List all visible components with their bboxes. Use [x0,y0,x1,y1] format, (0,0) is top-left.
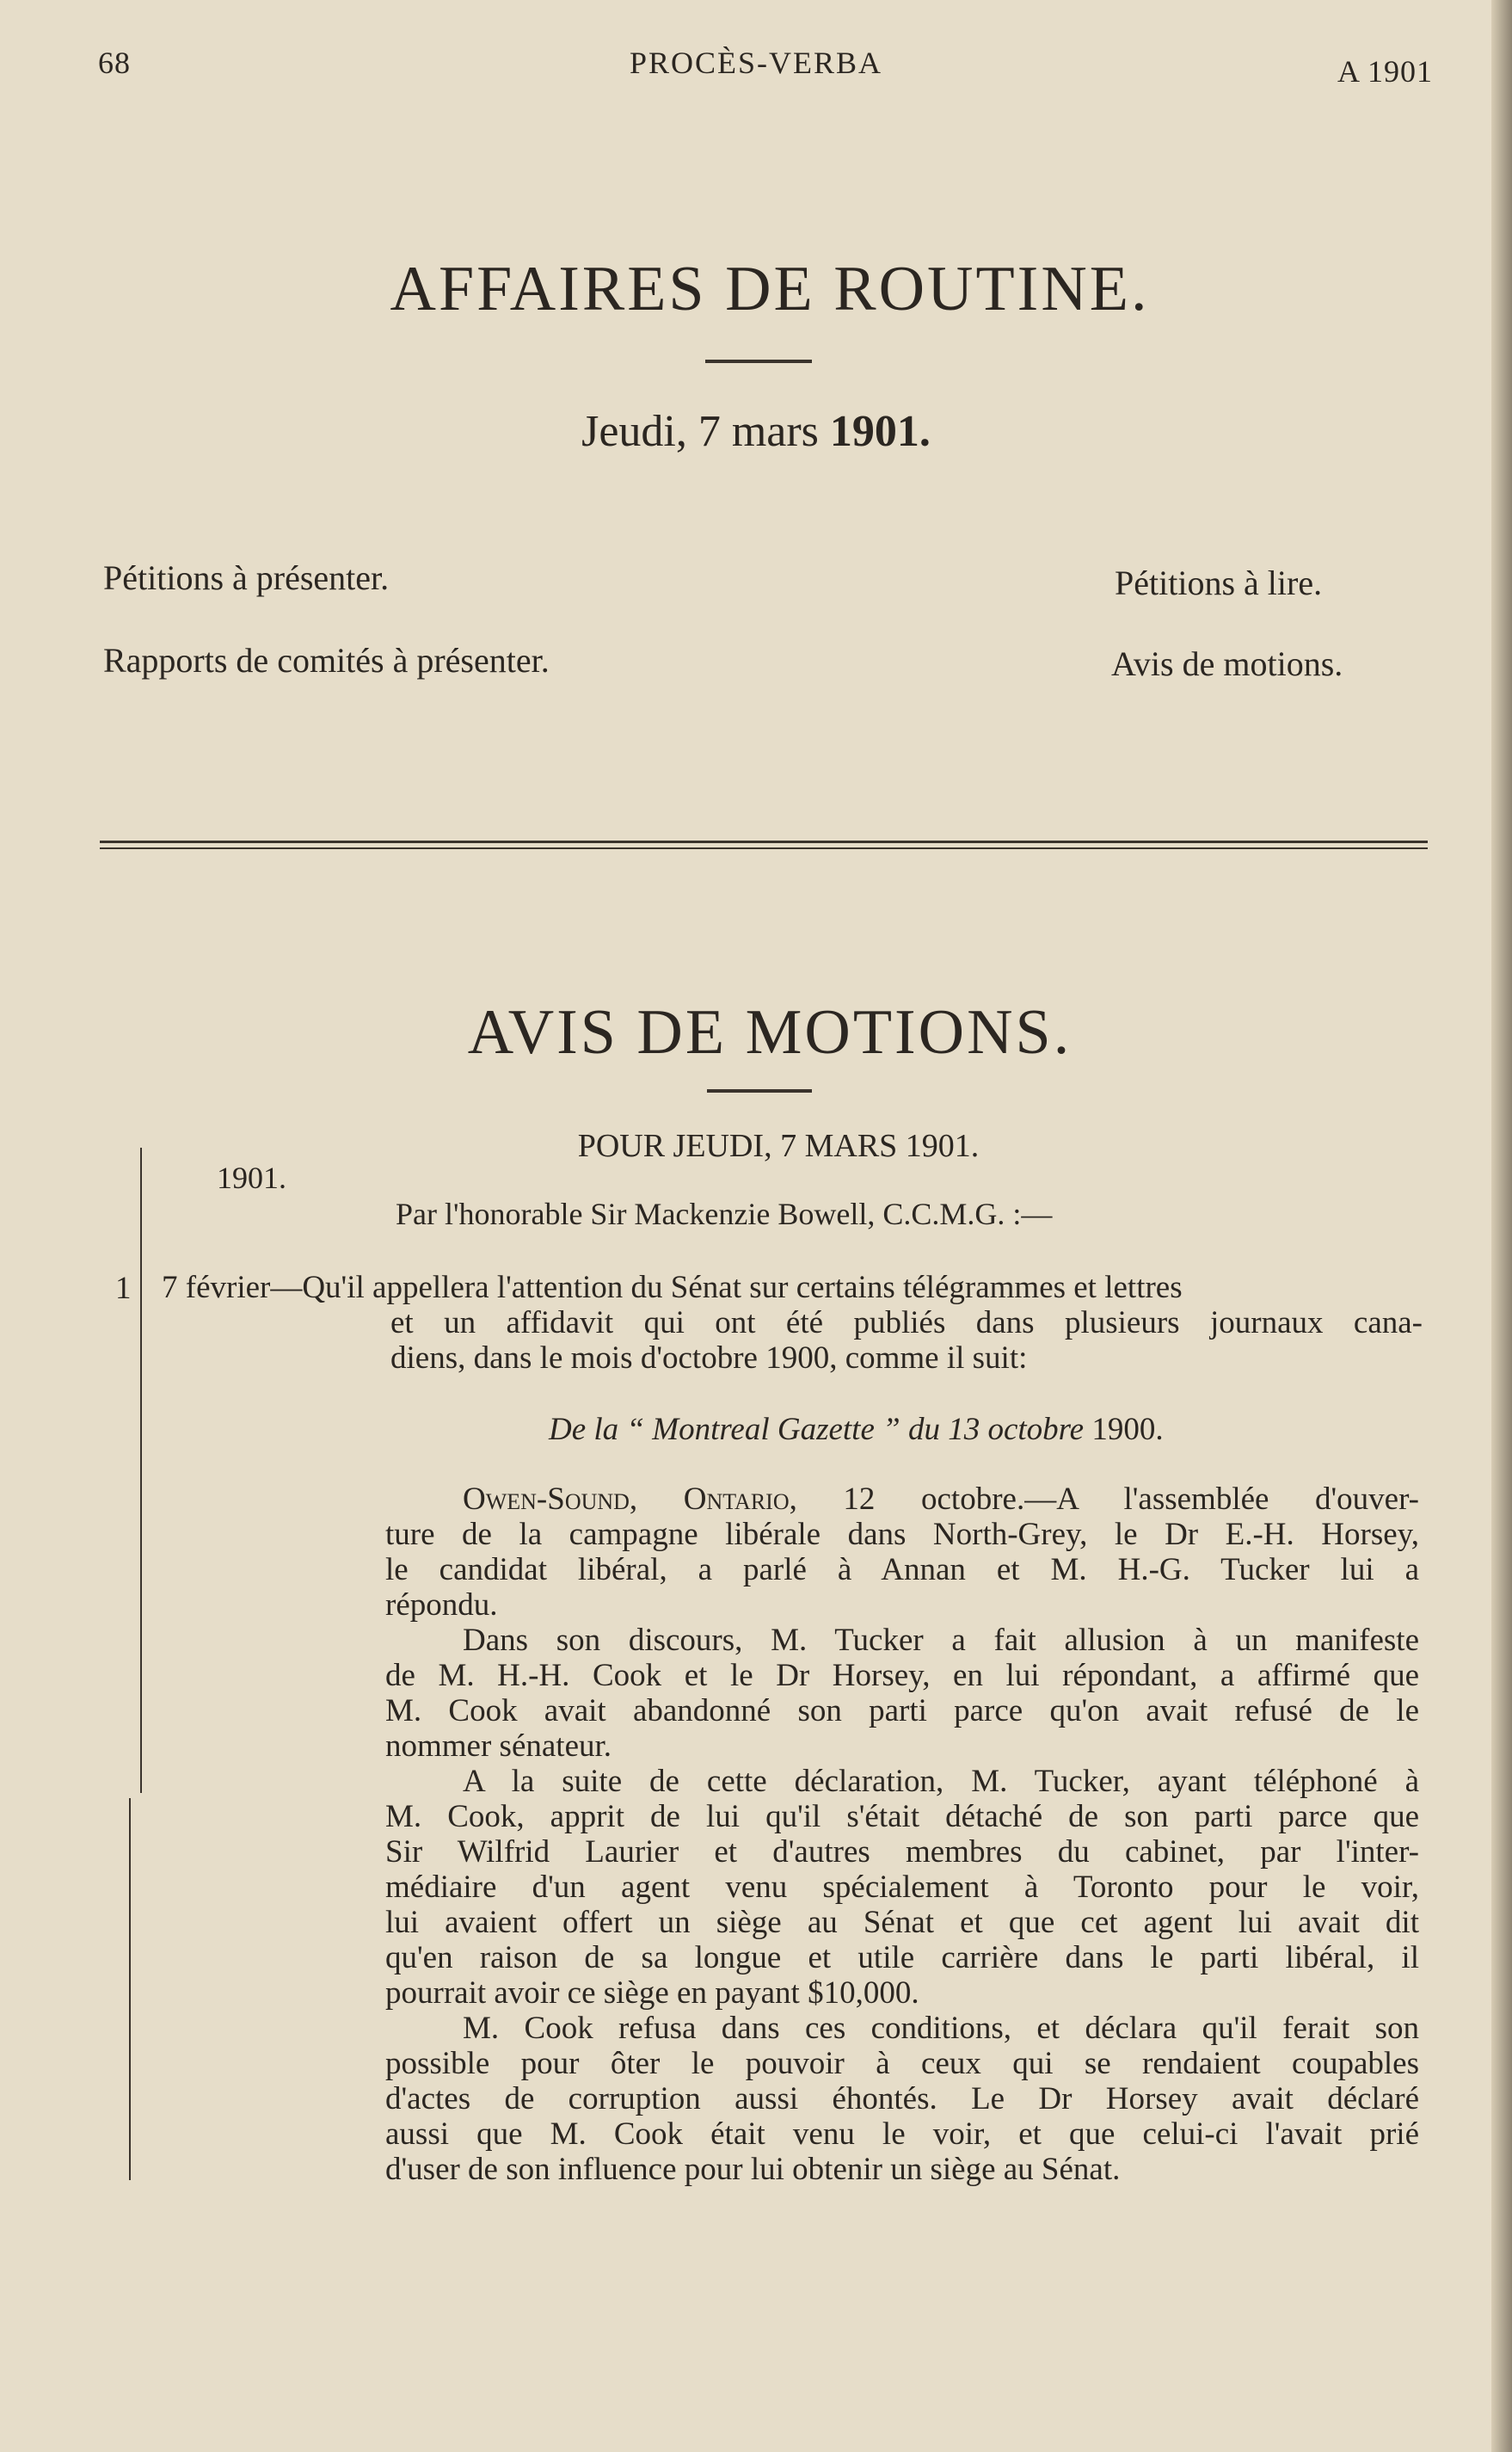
article-line: M. Cook avait abandonné son parti parce qu'on avait refusé de le [385,1693,1419,1728]
article-line: M. Cook refusa dans ces conditions, et déclara qu'il ferait son [463,2011,1419,2046]
article-line: aussi que M. Cook était venu le voir, et que celui-ci l'avait prié [385,2116,1419,2152]
running-title: PROCÈS-VERBA [629,46,883,80]
article-line: ture de la campagne libérale dans North-Grey, le Dr E.-H. Horsey, [385,1517,1419,1552]
motion-text [162,1270,1422,1305]
margin-year: 1901. [217,1161,286,1195]
article-line: lui avaient offert un siège au Sénat et que cet agent lui avait dit [385,1905,1419,1940]
article-line: M. Cook, apprit de lui qu'il s'était détaché de son parti parce que [385,1799,1419,1834]
article-line: Dans son discours, M. Tucker a fait allusion à un manifeste [463,1623,1419,1658]
article-line: Sir Wilfrid Laurier et d'autres membres du cabinet, par l'inter- [385,1834,1419,1870]
source-newspaper: “ Montreal Gazette ” du 13 octobre [626,1412,1085,1447]
article-line: le candidat libéral, a parlé à Annan et M. H.-G. Tucker lui a [385,1552,1419,1587]
motions-title: AVIS DE MOTIONS. [467,997,1073,1068]
date-year: 1901. [829,407,931,456]
motion-mover: Par l'honorable Sir Mackenzie Bowell, C.C.M.G. :— [396,1197,1053,1231]
item-petitions-presenter: Pétitions à présenter. [103,558,390,597]
item-number: 1 [115,1271,132,1306]
motion-line: et un affidavit qui ont été publiés dans plusieurs journaux cana- [390,1305,1423,1340]
quoted-article [385,1482,1419,2187]
article-line: qu'en raison de sa longue et utile carrière dans le parti libéral, il [385,1940,1419,1975]
motion-text-continued [390,1305,1423,1376]
dateline-place: Owen-Sound, Ontario, [463,1482,797,1517]
date-prefix: Jeudi, 7 mars [581,407,819,456]
motion-line: 7 février—Qu'il appellera l'attention du Sénat sur certains télégrammes et lettres [162,1270,1183,1305]
margin-line-lower [129,1798,131,2180]
article-line: nommer sénateur. [385,1728,612,1764]
article-line: de M. H.-H. Cook et le Dr Horsey, en lui répondant, a affirmé que [385,1658,1419,1693]
source-prefix: De la [549,1412,619,1447]
article-line: répondu. [385,1587,498,1623]
routine-title: AFFAIRES DE ROUTINE. [390,254,1150,324]
item-rapports: Rapports de comités à présenter. [103,641,550,680]
year-label: A 1901 [1337,54,1433,89]
dateline-rest: 12 octobre.—A l'assemblée d'ouver- [796,1482,1420,1517]
page-number: 68 [98,46,131,80]
page-spine-shadow [1491,0,1512,2452]
article-line: possible pour ôter le pouvoir à ceux qui se rendaient coupables [385,2046,1419,2081]
article-line: d'actes de corruption aussi éhontés. Le Dr Horsey avait déclaré [385,2081,1419,2116]
motions-title-rule [707,1089,812,1093]
source-line [549,1411,1164,1448]
section-divider [100,841,1428,849]
title-rule [705,360,812,363]
article-line: A la suite de cette déclaration, M. Tucker, ayant téléphoné à [463,1764,1419,1799]
motion-line: diens, dans le mois d'octobre 1900, comme il suit: [390,1340,1028,1376]
article-line: d'user de son influence pour lui obtenir un siège au Sénat. [385,2152,1121,2187]
date-heading [0,406,1512,457]
item-avis-motions: Avis de motions. [1111,644,1343,683]
motions-subheading: POUR JEUDI, 7 MARS 1901. [577,1128,980,1164]
article-line: pourrait avoir ce siège en payant $10,000. [385,1975,919,2011]
article-line: médiaire d'un agent venu spécialement à Toronto pour le voir, [385,1870,1419,1905]
item-petitions-lire: Pétitions à lire. [1115,564,1323,602]
dateline [385,1482,1419,1517]
source-year: 1900. [1091,1412,1164,1447]
margin-line-upper [140,1148,142,1793]
